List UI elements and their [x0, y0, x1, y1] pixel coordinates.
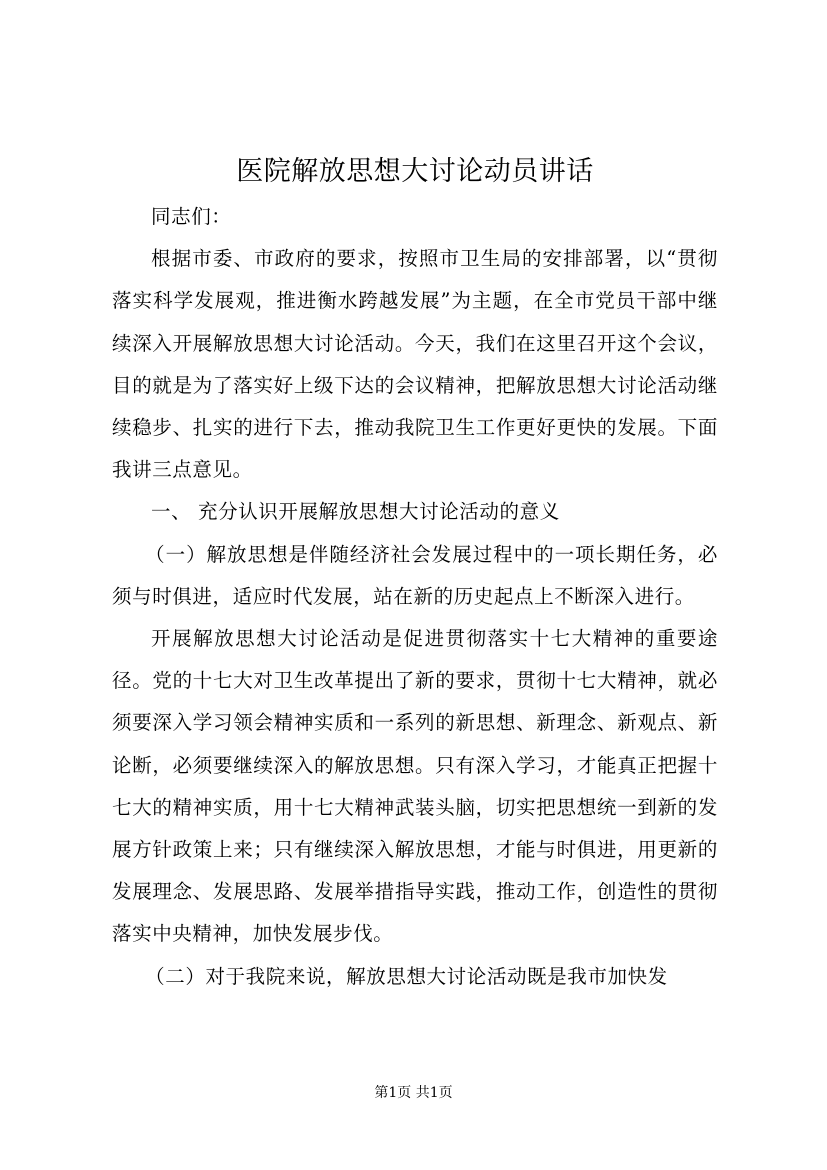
- subsection-heading-1: （一）解放思想是伴随经济社会发展过程中的一项长期任务，必须与时俱进，适应时代发展，站在新的历史起点上不断深入进行。: [112, 542, 718, 608]
- section-heading-1: 一、 充分认识开展解放思想大讨论活动的意义: [151, 500, 560, 524]
- page-footer: 第1页 共1页: [374, 1085, 453, 1101]
- subsection-heading-2: （二）对于我院来说，解放思想大讨论活动既是我市加快发: [145, 964, 668, 988]
- document-body: [112, 148, 718, 998]
- paragraph-intro: 根据市委、市政府的要求，按照市卫生局的安排部署，以“贯彻落实科学发展观，推进衡水跨越发展”为主题，在全市党员干部中继续深入开展解放思想大讨论活动。今天，我们在这里召开这个会议，目的就是为了落实好上级下达的会议精神，把解放思想大讨论活动继续稳步、扎实的进行下去，推动我院卫生工作更好更快的发展。下面我讲三点意见。: [112, 247, 718, 482]
- salutation: 同志们：: [151, 205, 232, 228]
- paragraph-body: 开展解放思想大讨论活动是促进贯彻落实十七大精神的重要途径。党的十七大对卫生改革提出了新的要求，贯彻十七大精神，就必须要深入学习领会精神实质和一系列的新思想、新理念、新观点、新论断，必须要继续深入的解放思想。只有深入学习，才能真正把握十七大的精神实质，用十七大精神武装头脑，切实把思想统一到新的发展方针政策上来；只有继续深入解放思想，才能与时俱进，用更新的发展理念、发展思路、发展举措指导实践，推动工作，创造性的贯彻落实中央精神，加快发展步伐。: [112, 627, 718, 946]
- document-title: 医院解放思想大讨论动员讲话: [236, 156, 594, 187]
